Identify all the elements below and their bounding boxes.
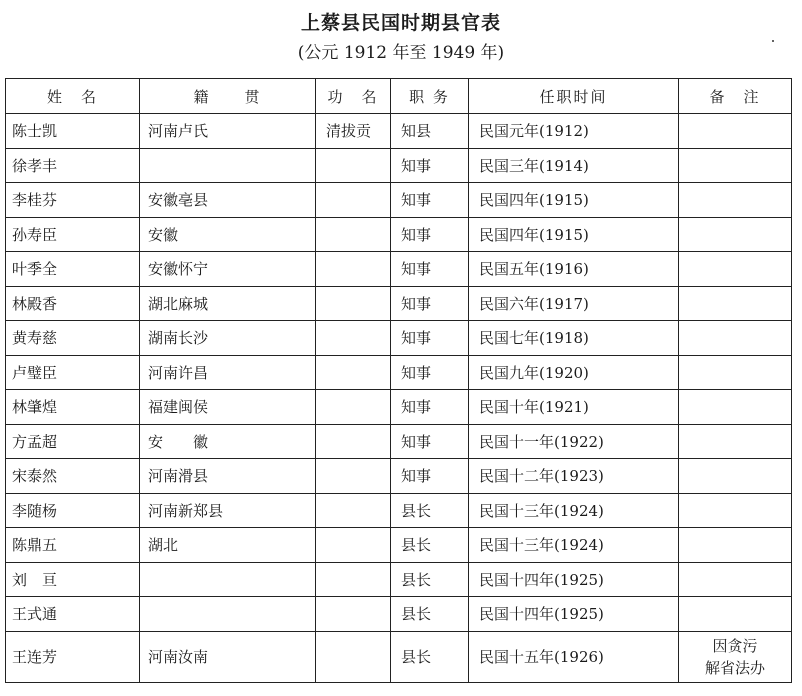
- cell-note: [679, 424, 792, 459]
- table-row: [6, 183, 792, 218]
- cell-post: 知事: [391, 424, 469, 459]
- cell-name: 陈士凯: [6, 114, 140, 149]
- cell-name: 方孟超: [6, 424, 140, 459]
- table-row: [6, 114, 792, 149]
- cell-origin: 湖北麻城: [140, 286, 316, 321]
- cell-date: 民国元年(1912): [469, 114, 679, 149]
- cell-merit: 清拔贡: [316, 114, 391, 149]
- cell-note: [679, 252, 792, 287]
- cell-post: 知县: [391, 114, 469, 149]
- cell-name: 王式通: [6, 597, 140, 632]
- cell-name: 李桂芬: [6, 183, 140, 218]
- cell-note: [679, 321, 792, 356]
- cell-note: [679, 114, 792, 149]
- cell-date: 民国十三年(1924): [469, 493, 679, 528]
- table-body: [6, 114, 792, 683]
- cell-merit: [316, 493, 391, 528]
- cell-merit: [316, 597, 391, 632]
- officials-table: [5, 78, 792, 683]
- cell-date: 民国三年(1914): [469, 148, 679, 183]
- cell-note: [679, 459, 792, 494]
- cell-note: [679, 528, 792, 563]
- cell-origin: 河南许昌: [140, 355, 316, 390]
- cell-note: [679, 148, 792, 183]
- table-row: [6, 252, 792, 287]
- page-title: 上蔡县民国时期县官表: [300, 12, 501, 34]
- cell-merit: [316, 459, 391, 494]
- cell-post: 知事: [391, 252, 469, 287]
- header-name: 姓 名: [6, 79, 140, 114]
- table-row: [6, 217, 792, 252]
- cell-date: 民国四年(1915): [469, 183, 679, 218]
- cell-origin: [140, 597, 316, 632]
- table-row: [6, 148, 792, 183]
- cell-name: 陈鼎五: [6, 528, 140, 563]
- table-row: [6, 390, 792, 425]
- table-row: [6, 493, 792, 528]
- cell-origin: 河南新郑县: [140, 493, 316, 528]
- cell-origin: 河南汝南: [140, 631, 316, 682]
- header-merit: 功 名: [316, 79, 391, 114]
- page-subtitle: (公元 1912 年至 1949 年): [297, 43, 505, 63]
- cell-date: 民国十一年(1922): [469, 424, 679, 459]
- cell-merit: [316, 183, 391, 218]
- table-row: [6, 597, 792, 632]
- cell-note: [679, 493, 792, 528]
- cell-date: 民国十三年(1924): [469, 528, 679, 563]
- cell-merit: [316, 631, 391, 682]
- cell-date: 民国十四年(1925): [469, 597, 679, 632]
- cell-origin: [140, 562, 316, 597]
- cell-date: 民国十四年(1925): [469, 562, 679, 597]
- cell-date: 民国五年(1916): [469, 252, 679, 287]
- cell-post: 知事: [391, 286, 469, 321]
- cell-note: [679, 286, 792, 321]
- cell-merit: [316, 286, 391, 321]
- cell-merit: [316, 528, 391, 563]
- note-line: 因贪污: [712, 636, 758, 655]
- cell-post: 县长: [391, 562, 469, 597]
- cell-origin: 安徽怀宁: [140, 252, 316, 287]
- cell-name: 刘 亘: [6, 562, 140, 597]
- cell-name: 王连芳: [6, 631, 140, 682]
- cell-note: [679, 355, 792, 390]
- cell-name: 黄寿慈: [6, 321, 140, 356]
- cell-name: 徐孝丰: [6, 148, 140, 183]
- table-row: [6, 286, 792, 321]
- cell-note: [679, 597, 792, 632]
- cell-origin: 安徽亳县: [140, 183, 316, 218]
- cell-merit: [316, 562, 391, 597]
- cell-date: 民国九年(1920): [469, 355, 679, 390]
- table-header-row: [6, 79, 792, 114]
- cell-merit: [316, 355, 391, 390]
- cell-origin: 湖南长沙: [140, 321, 316, 356]
- cell-origin: 湖北: [140, 528, 316, 563]
- cell-merit: [316, 217, 391, 252]
- cell-post: 知事: [391, 183, 469, 218]
- cell-name: 卢璧臣: [6, 355, 140, 390]
- header-date: 任职时间: [469, 79, 679, 114]
- cell-name: 林殿香: [6, 286, 140, 321]
- cell-date: 民国七年(1918): [469, 321, 679, 356]
- cell-name: 宋泰然: [6, 459, 140, 494]
- cell-post: 知事: [391, 148, 469, 183]
- cell-date: 民国四年(1915): [469, 217, 679, 252]
- cell-post: 县长: [391, 597, 469, 632]
- cell-name: 叶季全: [6, 252, 140, 287]
- table-row: [6, 321, 792, 356]
- header-post: 职 务: [391, 79, 469, 114]
- cell-merit: [316, 424, 391, 459]
- cell-origin: [140, 148, 316, 183]
- table-row: [6, 631, 792, 682]
- header-note: 备 注: [679, 79, 792, 114]
- cell-origin: 安 徽: [140, 424, 316, 459]
- cell-date: 民国六年(1917): [469, 286, 679, 321]
- cell-origin: 河南卢氏: [140, 114, 316, 149]
- cell-date: 民国十五年(1926): [469, 631, 679, 682]
- cell-note: [679, 562, 792, 597]
- cell-merit: [316, 252, 391, 287]
- speck: [772, 40, 774, 42]
- cell-post: 县长: [391, 631, 469, 682]
- note-line: 解省法办: [704, 658, 765, 677]
- cell-note: [679, 183, 792, 218]
- cell-post: 知事: [391, 217, 469, 252]
- cell-post: 县长: [391, 493, 469, 528]
- cell-note: [679, 217, 792, 252]
- cell-name: 孙寿臣: [6, 217, 140, 252]
- table-row: [6, 562, 792, 597]
- cell-name: 林肇煌: [6, 390, 140, 425]
- cell-post: 知事: [391, 459, 469, 494]
- cell-origin: 安徽: [140, 217, 316, 252]
- cell-post: 知事: [391, 355, 469, 390]
- cell-merit: [316, 148, 391, 183]
- cell-origin: 河南滑县: [140, 459, 316, 494]
- cell-date: 民国十年(1921): [469, 390, 679, 425]
- header-origin: 籍 贯: [140, 79, 316, 114]
- table-row: [6, 355, 792, 390]
- cell-post: 知事: [391, 321, 469, 356]
- cell-name: 李随杨: [6, 493, 140, 528]
- cell-note: [679, 631, 792, 682]
- table-row: [6, 424, 792, 459]
- table-row: [6, 528, 792, 563]
- cell-merit: [316, 390, 391, 425]
- cell-post: 知事: [391, 390, 469, 425]
- cell-note: [679, 390, 792, 425]
- cell-origin: 福建闽侯: [140, 390, 316, 425]
- table-row: [6, 459, 792, 494]
- cell-date: 民国十二年(1923): [469, 459, 679, 494]
- cell-post: 县长: [391, 528, 469, 563]
- cell-merit: [316, 321, 391, 356]
